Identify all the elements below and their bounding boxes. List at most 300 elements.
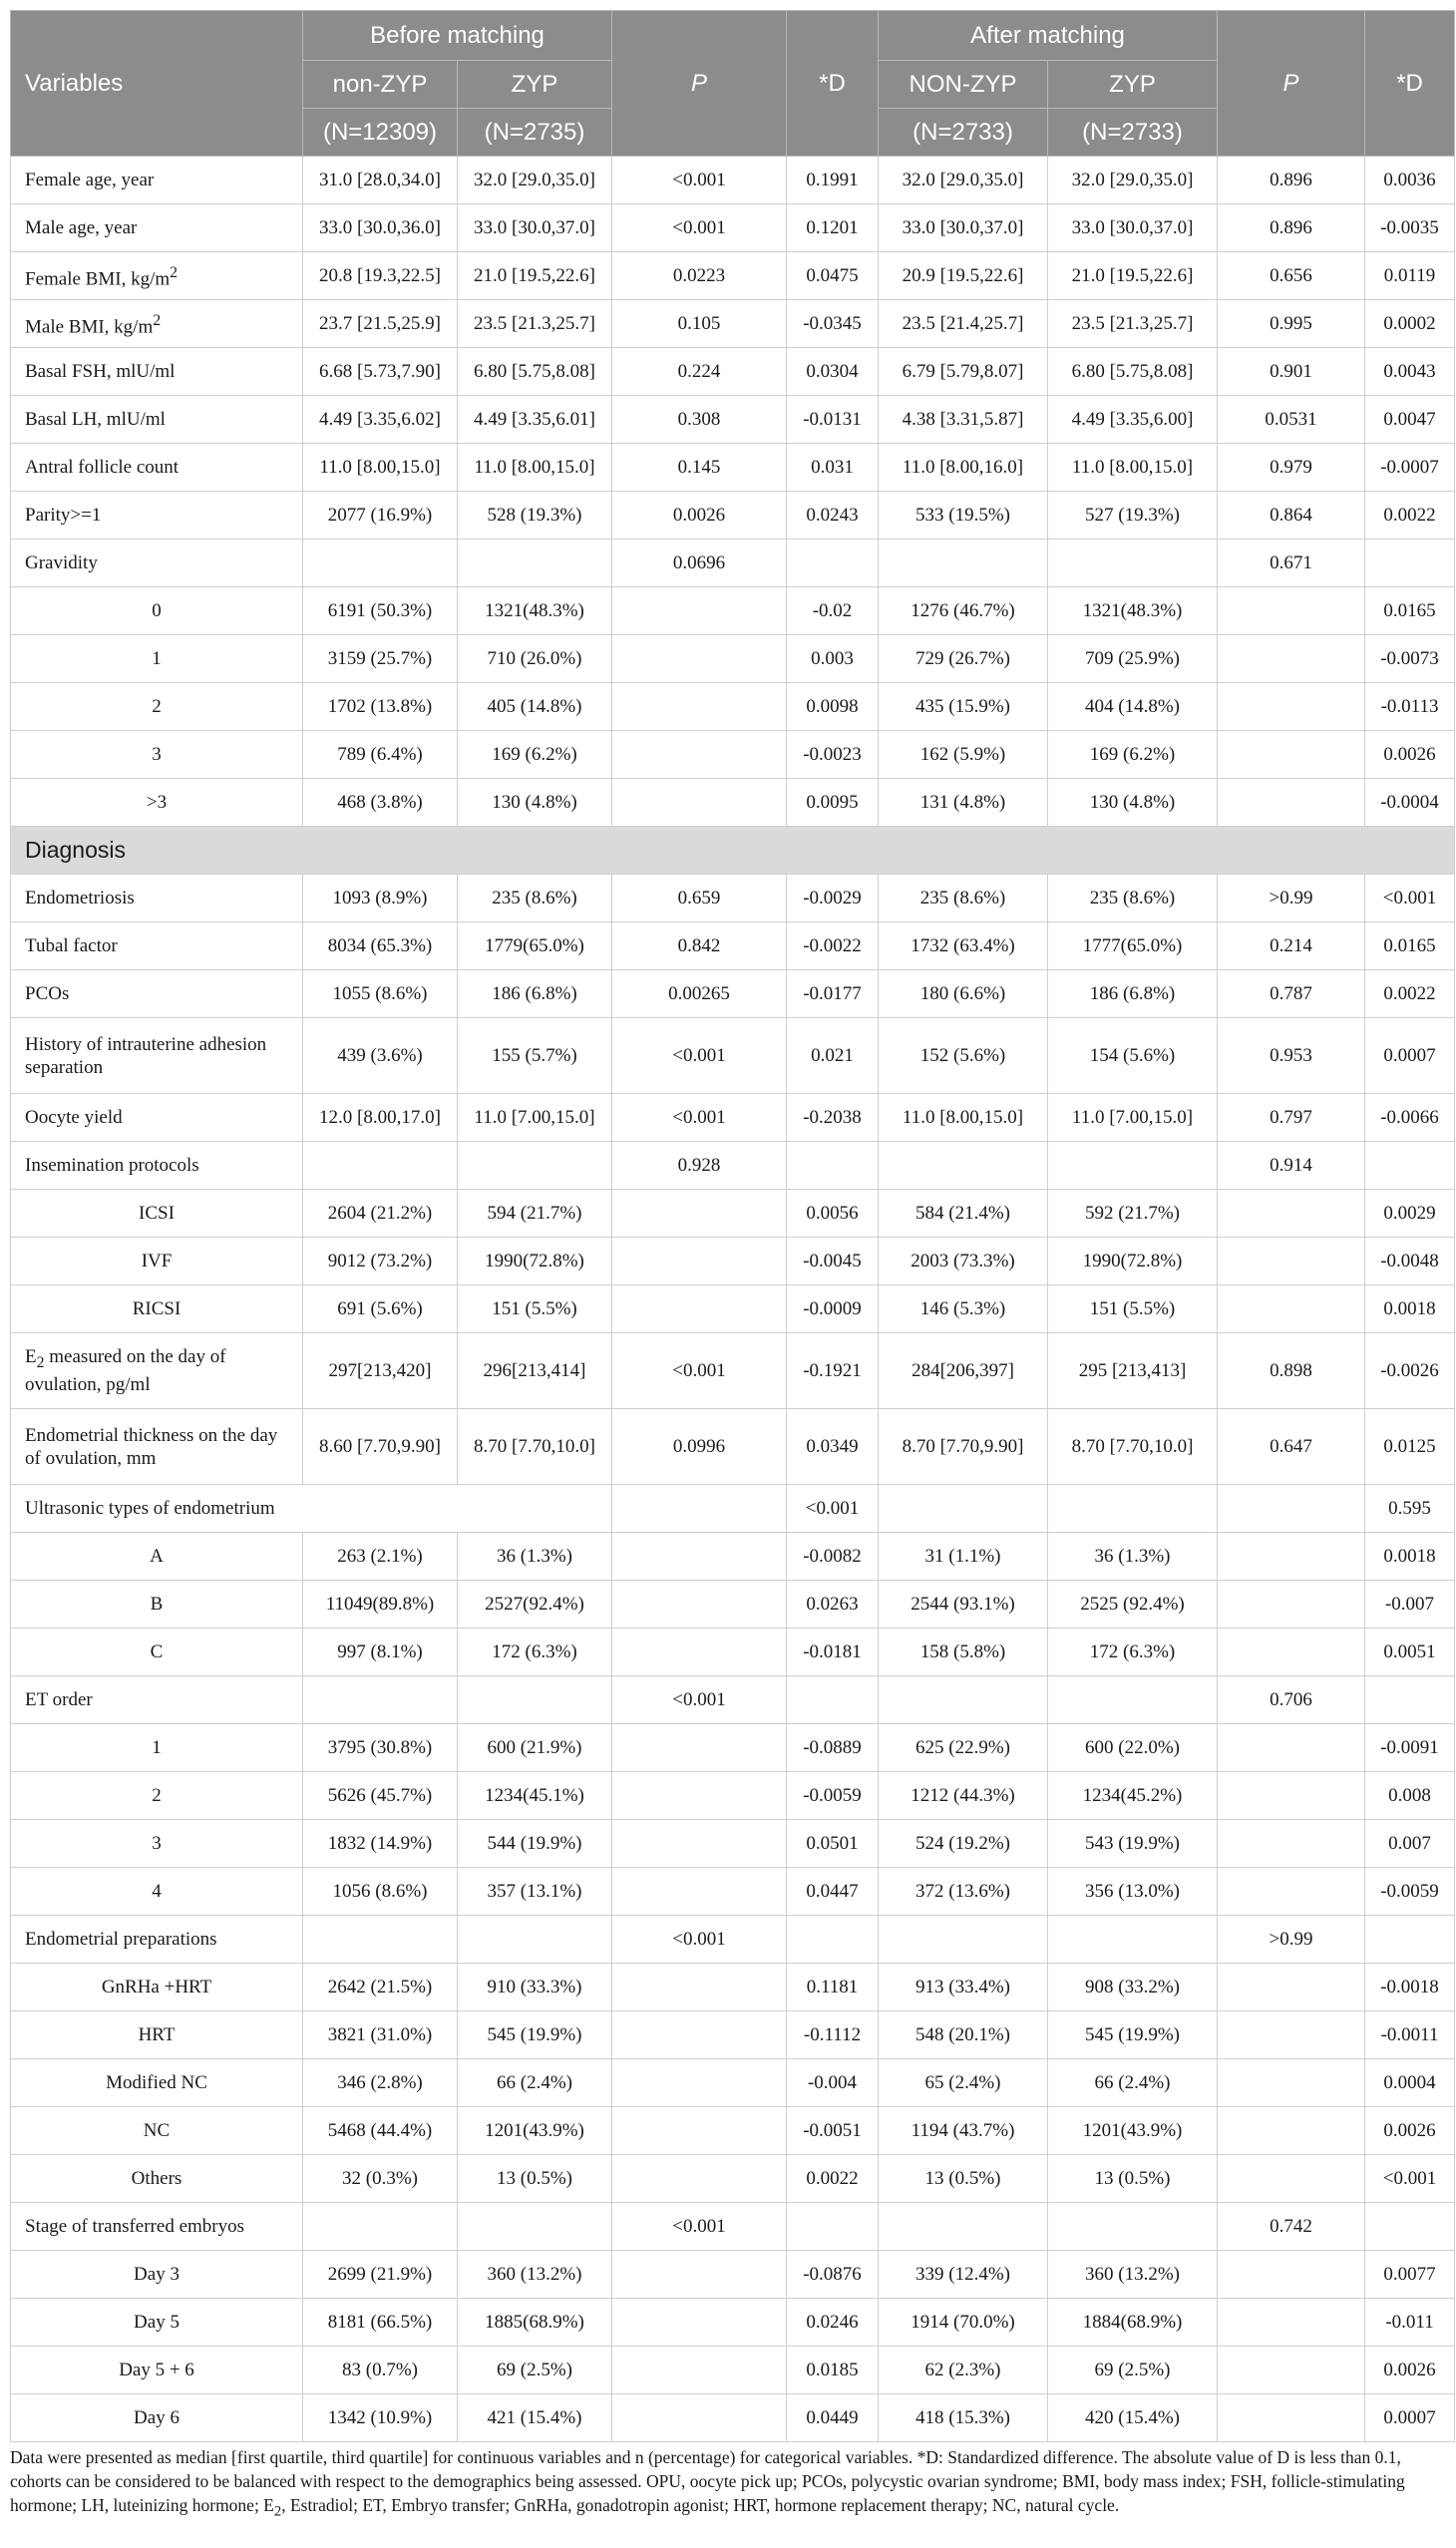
table-cell <box>612 2059 787 2107</box>
row-label <box>11 492 303 540</box>
footnote-subscript: 2 <box>273 2503 282 2520</box>
table-cell: 997 (8.1%) <box>303 1629 458 1676</box>
table-cell: -0.0082 <box>787 1533 879 1581</box>
table-cell: -0.0091 <box>1365 1724 1455 1772</box>
table-cell <box>1365 2203 1455 2251</box>
table-cell: 154 (5.6%) <box>1048 1018 1218 1094</box>
footnote-text: Data were presented as median [first quartile, third quartile] for continuous variables and n (percentage) for categorical variables. *D: Standardized difference. The absolute value of D is less than 0.1, cohorts can be considered to be balanced with respect to the demographics being assessed. OPU, oocyte pick up; PCOs, polycystic ovarian syndrome; BMI, body mass index; FSH, follicle-stimulating hormone; LH, luteinizing hormone; E <box>10 2447 1405 2515</box>
row-label <box>11 1964 303 2011</box>
table-cell: 0.0165 <box>1365 587 1455 635</box>
table-cell: 0.00265 <box>612 970 787 1018</box>
row-label <box>11 1772 303 1820</box>
table-cell: 23.7 [21.5,25.9] <box>303 300 458 348</box>
table-cell: 0.0696 <box>612 540 787 587</box>
table-cell: 0.842 <box>612 922 787 970</box>
table-cell: 0.308 <box>612 396 787 444</box>
table-cell <box>1218 1629 1365 1676</box>
table-cell <box>1218 2299 1365 2347</box>
table-cell: 69 (2.5%) <box>458 2347 612 2394</box>
table-cell: 0.914 <box>1218 1142 1365 1190</box>
table-cell: 1056 (8.6%) <box>303 1868 458 1916</box>
row-label-text: A <box>150 1546 164 1567</box>
row-label <box>11 970 303 1018</box>
section-row <box>11 827 1455 875</box>
table-cell: 0.995 <box>1218 300 1365 348</box>
table-cell: 0.0018 <box>1365 1285 1455 1333</box>
table-cell: 13 (0.5%) <box>458 2155 612 2203</box>
table-cell: 0.647 <box>1218 1409 1365 1485</box>
table-cell: 0.0501 <box>787 1820 879 1868</box>
row-label-text: 2 <box>152 1785 162 1806</box>
table-cell: -0.0073 <box>1365 635 1455 683</box>
table-row <box>11 1820 1455 1868</box>
table-cell: 8.70 [7.70,10.0] <box>1048 1409 1218 1485</box>
table-row <box>11 875 1455 922</box>
group-n-header: (N=2733) <box>1048 109 1218 157</box>
table-cell: 543 (19.9%) <box>1048 1820 1218 1868</box>
table-cell: 1885(68.9%) <box>458 2299 612 2347</box>
table-cell <box>612 683 787 731</box>
table-cell: 235 (8.6%) <box>458 875 612 922</box>
table-row <box>11 492 1455 540</box>
row-label-text: HRT <box>138 2024 176 2045</box>
table-cell: 2642 (21.5%) <box>303 1964 458 2011</box>
table-cell: -0.0029 <box>787 875 879 922</box>
table-cell <box>787 1676 879 1724</box>
before-matching-header: Before matching <box>303 11 612 61</box>
p-before-header: P <box>612 11 787 157</box>
table-cell <box>1048 1916 1218 1964</box>
table-cell: -0.0876 <box>787 2251 879 2299</box>
table-cell: 1055 (8.6%) <box>303 970 458 1018</box>
row-label <box>11 1868 303 1916</box>
table-row <box>11 2394 1455 2442</box>
table-cell <box>458 1142 612 1190</box>
table-cell: 468 (3.8%) <box>303 779 458 827</box>
table-row <box>11 1581 1455 1629</box>
table-row <box>11 1333 1455 1409</box>
table-cell <box>879 1676 1048 1724</box>
table-cell: 0.0223 <box>612 252 787 300</box>
table-cell <box>612 1868 787 1916</box>
table-cell <box>879 1916 1048 1964</box>
table-cell <box>303 2203 458 2251</box>
baseline-characteristics-table <box>10 10 1455 2442</box>
table-row <box>11 1772 1455 1820</box>
table-cell: <0.001 <box>612 1018 787 1094</box>
table-cell: 545 (19.9%) <box>1048 2011 1218 2059</box>
table-cell <box>612 1964 787 2011</box>
table-cell <box>612 1629 787 1676</box>
group-name-header: ZYP <box>458 61 612 109</box>
table-cell <box>879 1142 1048 1190</box>
table-cell: 0.214 <box>1218 922 1365 970</box>
table-cell: -0.0011 <box>1365 2011 1455 2059</box>
row-label-text: Antral follicle count <box>25 457 180 478</box>
table-cell: 6191 (50.3%) <box>303 587 458 635</box>
table-cell: 130 (4.8%) <box>458 779 612 827</box>
table-cell <box>612 1724 787 1772</box>
table-cell: -0.0051 <box>787 2107 879 2155</box>
table-row <box>11 1190 1455 1238</box>
table-cell <box>1218 1285 1365 1333</box>
table-cell: 3821 (31.0%) <box>303 2011 458 2059</box>
table-cell: 584 (21.4%) <box>879 1190 1048 1238</box>
table-cell: 8.60 [7.70,9.90] <box>303 1409 458 1485</box>
table-cell: 295 [213,413] <box>1048 1333 1218 1409</box>
table-cell <box>612 587 787 635</box>
table-row <box>11 2107 1455 2155</box>
table-cell <box>612 635 787 683</box>
table-cell: 32 (0.3%) <box>303 2155 458 2203</box>
table-cell: 0.0047 <box>1365 396 1455 444</box>
row-label <box>11 396 303 444</box>
table-cell: -0.011 <box>1365 2299 1455 2347</box>
table-row <box>11 970 1455 1018</box>
table-cell: 908 (33.2%) <box>1048 1964 1218 2011</box>
table-cell: -0.1921 <box>787 1333 879 1409</box>
table-cell: 1777(65.0%) <box>1048 922 1218 970</box>
table-cell: 0.1991 <box>787 157 879 204</box>
table-cell: <0.001 <box>612 2203 787 2251</box>
row-label-text: B <box>150 1594 164 1615</box>
table-cell: -0.004 <box>787 2059 879 2107</box>
table-cell: 0.979 <box>1218 444 1365 492</box>
table-cell: -0.0131 <box>787 396 879 444</box>
table-cell: 0.0119 <box>1365 252 1455 300</box>
table-cell: 0.797 <box>1218 1094 1365 1142</box>
table-cell: 6.68 [5.73,7.90] <box>303 348 458 396</box>
table-cell: 0.0243 <box>787 492 879 540</box>
table-row <box>11 922 1455 970</box>
table-cell: 0.0185 <box>787 2347 879 2394</box>
table-cell: 0.0165 <box>1365 922 1455 970</box>
table-cell: 0.0029 <box>1365 1190 1455 1238</box>
table-cell: -0.02 <box>787 587 879 635</box>
row-label-text: Female age, year <box>25 170 155 190</box>
table-cell: 66 (2.4%) <box>458 2059 612 2107</box>
row-label <box>11 683 303 731</box>
table-cell: <0.001 <box>612 1094 787 1142</box>
table-cell: 435 (15.9%) <box>879 683 1048 731</box>
table-cell: 0.0125 <box>1365 1409 1455 1485</box>
table-cell: 0.007 <box>1365 1820 1455 1868</box>
row-label-text: History of intrauterine adhesion separation <box>25 1033 267 1078</box>
table-cell: 625 (22.9%) <box>879 1724 1048 1772</box>
row-label <box>11 779 303 827</box>
row-label-text: IVF <box>141 1251 173 1272</box>
table-cell: 0.0004 <box>1365 2059 1455 2107</box>
table-cell: <0.001 <box>612 1676 787 1724</box>
table-cell: 33.0 [30.0,36.0] <box>303 204 458 252</box>
table-cell <box>303 1916 458 1964</box>
table-cell: <0.001 <box>612 1916 787 1964</box>
table-cell <box>612 1190 787 1238</box>
table-cell: 1234(45.1%) <box>458 1772 612 1820</box>
table-cell <box>612 1285 787 1333</box>
table-cell: -0.0181 <box>787 1629 879 1676</box>
table-cell <box>787 1916 879 1964</box>
row-label <box>11 731 303 779</box>
table-cell: 69 (2.5%) <box>1048 2347 1218 2394</box>
table-cell: 5468 (44.4%) <box>303 2107 458 2155</box>
table-cell: 8181 (66.5%) <box>303 2299 458 2347</box>
table-cell: 0.0077 <box>1365 2251 1455 2299</box>
row-label <box>11 2155 303 2203</box>
row-label-text: Basal LH, mlU/ml <box>25 409 166 430</box>
d-after-header: *D <box>1365 11 1455 157</box>
table-cell: 11049(89.8%) <box>303 1581 458 1629</box>
table-cell <box>1048 1485 1218 1533</box>
row-label-text: Endometrial preparations <box>25 1929 217 1950</box>
table-cell <box>1218 635 1365 683</box>
table-cell: 0.0246 <box>787 2299 879 2347</box>
table-cell: 186 (6.8%) <box>458 970 612 1018</box>
table-cell: 33.0 [30.0,37.0] <box>458 204 612 252</box>
table-cell: <0.001 <box>612 1333 787 1409</box>
table-row <box>11 1964 1455 2011</box>
table-cell: 0.0022 <box>1365 970 1455 1018</box>
table-cell: 528 (19.3%) <box>458 492 612 540</box>
table-cell: 0.1201 <box>787 204 879 252</box>
table-row <box>11 300 1455 348</box>
table-cell: 0.656 <box>1218 252 1365 300</box>
table-cell: -0.0009 <box>787 1285 879 1333</box>
table-cell: 3159 (25.7%) <box>303 635 458 683</box>
table-cell: -0.0113 <box>1365 683 1455 731</box>
table-cell: -0.0018 <box>1365 1964 1455 2011</box>
row-label-text: Insemination protocols <box>25 1155 199 1176</box>
table-footnote <box>10 2445 1446 2524</box>
table-cell <box>1218 1724 1365 1772</box>
table-cell: 0.896 <box>1218 157 1365 204</box>
table-cell: 1884(68.9%) <box>1048 2299 1218 2347</box>
table-cell: 0.008 <box>1365 1772 1455 1820</box>
table-cell: 4.49 [3.35,6.01] <box>458 396 612 444</box>
table-row <box>11 2011 1455 2059</box>
table-cell: 1342 (10.9%) <box>303 2394 458 2442</box>
table-cell <box>1218 683 1365 731</box>
table-cell: 11.0 [7.00,15.0] <box>458 1094 612 1142</box>
table-cell: 405 (14.8%) <box>458 683 612 731</box>
table-cell <box>1365 1916 1455 1964</box>
table-cell <box>458 1676 612 1724</box>
table-row <box>11 1285 1455 1333</box>
table-cell: 36 (1.3%) <box>1048 1533 1218 1581</box>
table-cell <box>1048 1676 1218 1724</box>
table-cell: 0.224 <box>612 348 787 396</box>
table-row <box>11 1094 1455 1142</box>
table-cell: 1321(48.3%) <box>1048 587 1218 635</box>
table-cell <box>458 1916 612 1964</box>
table-cell: -0.0889 <box>787 1724 879 1772</box>
table-cell <box>612 2394 787 2442</box>
table-row <box>11 779 1455 827</box>
row-label <box>11 1629 303 1676</box>
table-cell: 66 (2.4%) <box>1048 2059 1218 2107</box>
table-cell: 0.031 <box>787 444 879 492</box>
table-cell: 439 (3.6%) <box>303 1018 458 1094</box>
table-cell: 600 (21.9%) <box>458 1724 612 1772</box>
table-cell <box>612 2299 787 2347</box>
table-cell: 1201(43.9%) <box>458 2107 612 2155</box>
table-cell: 527 (19.3%) <box>1048 492 1218 540</box>
table-cell <box>1218 2394 1365 2442</box>
row-label-text: Day 3 <box>134 2264 180 2285</box>
table-cell: 372 (13.6%) <box>879 1868 1048 1916</box>
table-cell <box>1365 540 1455 587</box>
table-cell: 729 (26.7%) <box>879 635 1048 683</box>
table-cell: 0.145 <box>612 444 787 492</box>
table-cell: 151 (5.5%) <box>458 1285 612 1333</box>
table-cell: 0.0447 <box>787 1868 879 1916</box>
table-cell <box>787 2203 879 2251</box>
table-cell: 23.5 [21.4,25.7] <box>879 300 1048 348</box>
table-cell: 0.0043 <box>1365 348 1455 396</box>
table-cell: 356 (13.0%) <box>1048 1868 1218 1916</box>
table-cell: 172 (6.3%) <box>1048 1629 1218 1676</box>
table-cell: -0.1112 <box>787 2011 879 2059</box>
table-cell: 1702 (13.8%) <box>303 683 458 731</box>
row-label-text: PCOs <box>25 983 70 1004</box>
row-label <box>11 540 303 587</box>
table-cell: 0.0263 <box>787 1581 879 1629</box>
row-label <box>11 2059 303 2107</box>
table-cell: 11.0 [8.00,15.0] <box>458 444 612 492</box>
table-cell <box>1218 1581 1365 1629</box>
table-cell: 2003 (73.3%) <box>879 1238 1048 1285</box>
row-label <box>11 1409 303 1485</box>
table-cell: 33.0 [30.0,37.0] <box>879 204 1048 252</box>
table-cell <box>1218 1772 1365 1820</box>
table-cell: 0.864 <box>1218 492 1365 540</box>
row-label <box>11 1676 303 1724</box>
table-cell: 0.0996 <box>612 1409 787 1485</box>
table-cell: 4.38 [3.31,5.87] <box>879 396 1048 444</box>
table-cell: 545 (19.9%) <box>458 2011 612 2059</box>
table-cell: 0.0026 <box>1365 2347 1455 2394</box>
table-cell: 0.0051 <box>1365 1629 1455 1676</box>
table-cell: -0.0177 <box>787 970 879 1018</box>
section-label: Diagnosis <box>11 827 1455 875</box>
table-cell <box>1218 1533 1365 1581</box>
table-cell <box>1218 587 1365 635</box>
row-label-text: Tubal factor <box>25 935 118 956</box>
table-cell: 2527(92.4%) <box>458 1581 612 1629</box>
table-cell: 0.0098 <box>787 683 879 731</box>
table-cell: 0.787 <box>1218 970 1365 1018</box>
table-cell <box>612 1485 787 1533</box>
table-cell: 0.0026 <box>612 492 787 540</box>
table-row <box>11 1916 1455 1964</box>
row-label-text: 2 <box>152 696 162 717</box>
table-cell: 2699 (21.9%) <box>303 2251 458 2299</box>
table-cell: 0.928 <box>612 1142 787 1190</box>
row-label-text: Day 6 <box>134 2407 180 2428</box>
row-label-text: Male BMI, kg/m <box>25 316 154 338</box>
table-cell: 1990(72.8%) <box>1048 1238 1218 1285</box>
row-label <box>11 1142 303 1190</box>
variables-header: Variables <box>11 11 303 157</box>
table-cell: 0.0304 <box>787 348 879 396</box>
table-row <box>11 2251 1455 2299</box>
table-cell: 13 (0.5%) <box>1048 2155 1218 2203</box>
table-cell <box>612 731 787 779</box>
table-cell <box>1048 1142 1218 1190</box>
table-cell: 8.70 [7.70,10.0] <box>458 1409 612 1485</box>
table-cell: 1779(65.0%) <box>458 922 612 970</box>
row-label <box>11 2299 303 2347</box>
table-row <box>11 2347 1455 2394</box>
table-cell: 36 (1.3%) <box>458 1533 612 1581</box>
group-name-header: NON-ZYP <box>879 61 1048 109</box>
row-label <box>11 2011 303 2059</box>
row-label-text: Endometrial thickness on the day of ovulation, mm <box>25 1424 278 1469</box>
row-label <box>11 2203 303 2251</box>
table-cell: 131 (4.8%) <box>879 779 1048 827</box>
table-cell: 346 (2.8%) <box>303 2059 458 2107</box>
row-label <box>11 1333 303 1409</box>
table-cell: -0.0035 <box>1365 204 1455 252</box>
table-cell: 0.1181 <box>787 1964 879 2011</box>
row-label-text: E <box>25 1345 37 1367</box>
table-cell <box>1218 1868 1365 1916</box>
table-cell: <0.001 <box>1365 2155 1455 2203</box>
table-cell: 169 (6.2%) <box>1048 731 1218 779</box>
table-row <box>11 444 1455 492</box>
table-cell <box>612 2251 787 2299</box>
row-label <box>11 1190 303 1238</box>
table-cell: 0.0531 <box>1218 396 1365 444</box>
row-label-text: Others <box>131 2168 182 2189</box>
table-cell <box>1218 779 1365 827</box>
table-cell: 155 (5.7%) <box>458 1018 612 1094</box>
table-cell: 2604 (21.2%) <box>303 1190 458 1238</box>
row-label <box>11 1285 303 1333</box>
table-cell: 62 (2.3%) <box>879 2347 1048 2394</box>
table-cell: -0.0059 <box>787 1772 879 1820</box>
table-cell <box>612 2347 787 2394</box>
table-cell <box>612 779 787 827</box>
table-cell: -0.2038 <box>787 1094 879 1142</box>
table-cell: 152 (5.6%) <box>879 1018 1048 1094</box>
table-cell: 1990(72.8%) <box>458 1238 612 1285</box>
table-cell <box>612 1533 787 1581</box>
table-cell: 263 (2.1%) <box>303 1533 458 1581</box>
table-cell: 0.706 <box>1218 1676 1365 1724</box>
superscript: 2 <box>170 263 179 281</box>
table-cell: 0.953 <box>1218 1018 1365 1094</box>
footnote-text-end: , Estradiol; ET, Embryo transfer; GnRHa, gonadotropin agonist; HRT, hormone replacement therapy; NC, natural cycle. <box>281 2495 1120 2515</box>
table-cell: 130 (4.8%) <box>1048 779 1218 827</box>
table-cell: <0.001 <box>787 1485 879 1533</box>
table-cell: 0.0022 <box>787 2155 879 2203</box>
table-cell: 33.0 [30.0,37.0] <box>1048 204 1218 252</box>
row-label <box>11 1533 303 1581</box>
table-cell: 594 (21.7%) <box>458 1190 612 1238</box>
table-cell: -0.0066 <box>1365 1094 1455 1142</box>
table-cell: 83 (0.7%) <box>303 2347 458 2394</box>
table-cell: -0.0022 <box>787 922 879 970</box>
table-cell <box>1048 540 1218 587</box>
table-row <box>11 348 1455 396</box>
table-row <box>11 1629 1455 1676</box>
table-cell: 0.0007 <box>1365 2394 1455 2442</box>
table-cell <box>612 2107 787 2155</box>
table-cell: 172 (6.3%) <box>458 1629 612 1676</box>
row-label <box>11 348 303 396</box>
table-header <box>11 11 1455 157</box>
